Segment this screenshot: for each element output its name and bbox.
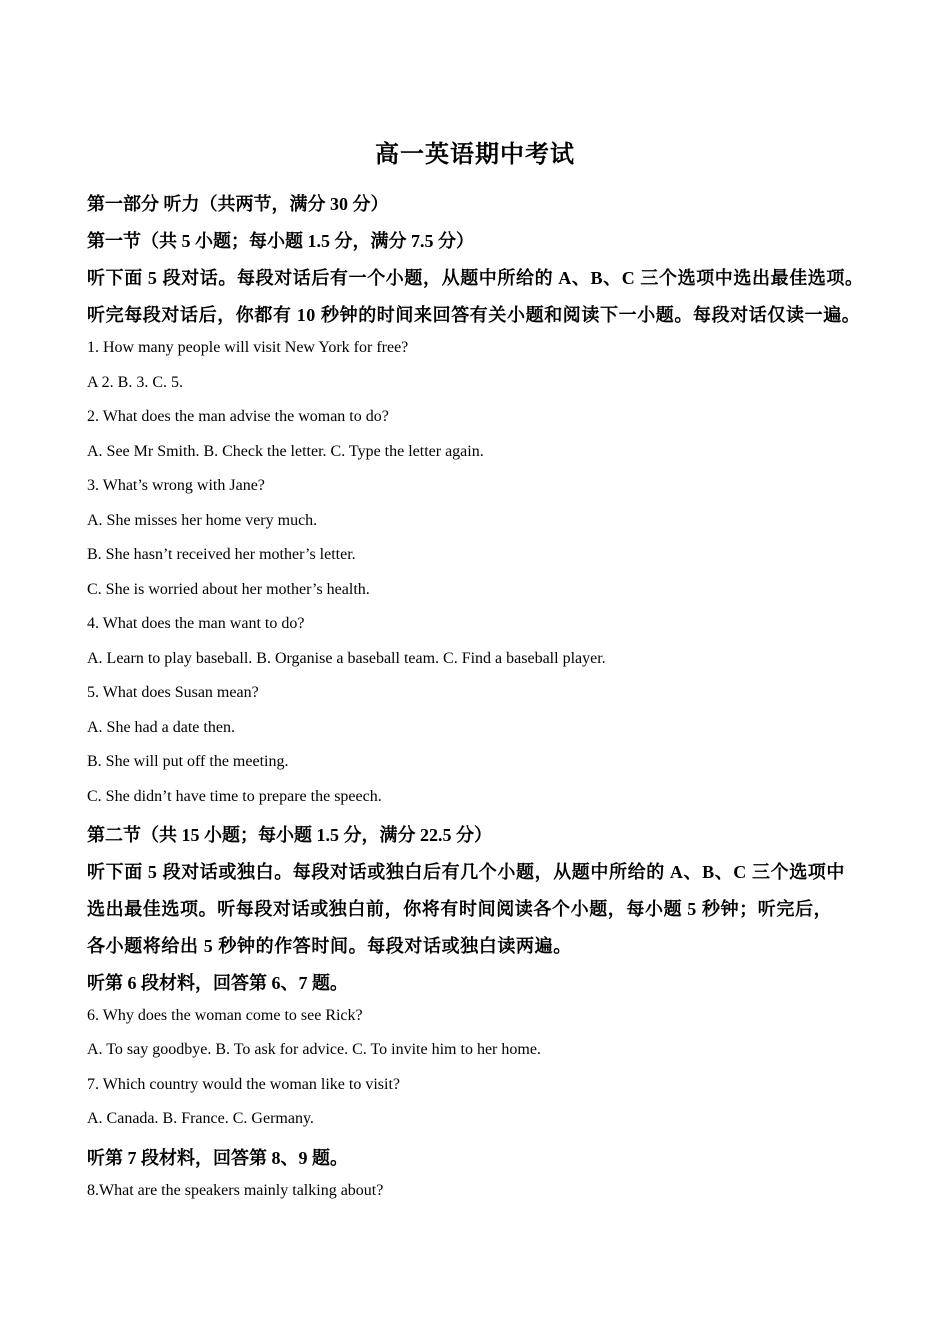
question-4: 4. What does the man want to do? (87, 615, 305, 632)
section2-heading: 第二节（共 15 小题；每小题 1.5 分，满分 22.5 分） (87, 825, 492, 845)
section1-heading: 第一节（共 5 小题；每小题 1.5 分，满分 7.5 分） (87, 231, 474, 251)
question-4-options: A. Learn to play baseball. B. Organise a baseball team. C. Find a baseball player. (87, 650, 606, 667)
question-5-option-c: C. She didn’t have time to prepare the speech. (87, 788, 382, 805)
question-3-option-c: C. She is worried about her mother’s health. (87, 581, 370, 598)
question-5: 5. What does Susan mean? (87, 684, 259, 701)
question-3-option-b: B. She hasn’t received her mother’s letter. (87, 546, 356, 563)
question-6: 6. Why does the woman come to see Rick? (87, 1007, 363, 1024)
material-7-heading: 听第 7 段材料，回答第 8、9 题。 (87, 1148, 348, 1168)
part1-heading: 第一部分 听力（共两节，满分 30 分） (87, 194, 389, 214)
section2-instruction-line: 各小题将给出 5 秒钟的作答时间。每段对话或独白读两遍。 (87, 936, 572, 956)
question-3-option-a: A. She misses her home very much. (87, 512, 318, 529)
section1-instruction-line: 听下面 5 段对话。每段对话后有一个小题，从题中所给的 A、B、C 三个选项中选出最佳选项。 (87, 268, 864, 288)
question-3: 3. What’s wrong with Jane? (87, 477, 265, 494)
question-1: 1. How many people will visit New York for free? (87, 339, 409, 356)
material-6-heading: 听第 6 段材料，回答第 6、7 题。 (87, 973, 348, 993)
question-5-option-a: A. She had a date then. (87, 719, 235, 736)
question-6-options: A. To say goodbye. B. To ask for advice. C. To invite him to her home. (87, 1041, 541, 1058)
section2-instruction-line: 选出最佳选项。听每段对话或独白前，你将有时间阅读各个小题，每小题 5 秒钟；听完后， (87, 899, 833, 919)
question-1-options: A 2. B. 3. C. 5. (87, 374, 184, 391)
question-7-options: A. Canada. B. France. C. Germany. (87, 1110, 314, 1127)
question-7: 7. Which country would the woman like to visit? (87, 1076, 400, 1093)
page-title: 高一英语期中考试 (375, 142, 575, 168)
question-8: 8.What are the speakers mainly talking about? (87, 1182, 384, 1199)
question-2-options: A. See Mr Smith. B. Check the letter. C. Type the letter again. (87, 443, 484, 460)
section2-instruction-line: 听下面 5 段对话或独白。每段对话或独白后有几个小题，从题中所给的 A、B、C 三个选项中 (87, 862, 845, 882)
question-2: 2. What does the man advise the woman to do? (87, 408, 389, 425)
section1-instruction-line: 听完每段对话后，你都有 10 秒钟的时间来回答有关小题和阅读下一小题。每段对话仅读一遍。 (87, 305, 861, 325)
question-5-option-b: B. She will put off the meeting. (87, 753, 289, 770)
